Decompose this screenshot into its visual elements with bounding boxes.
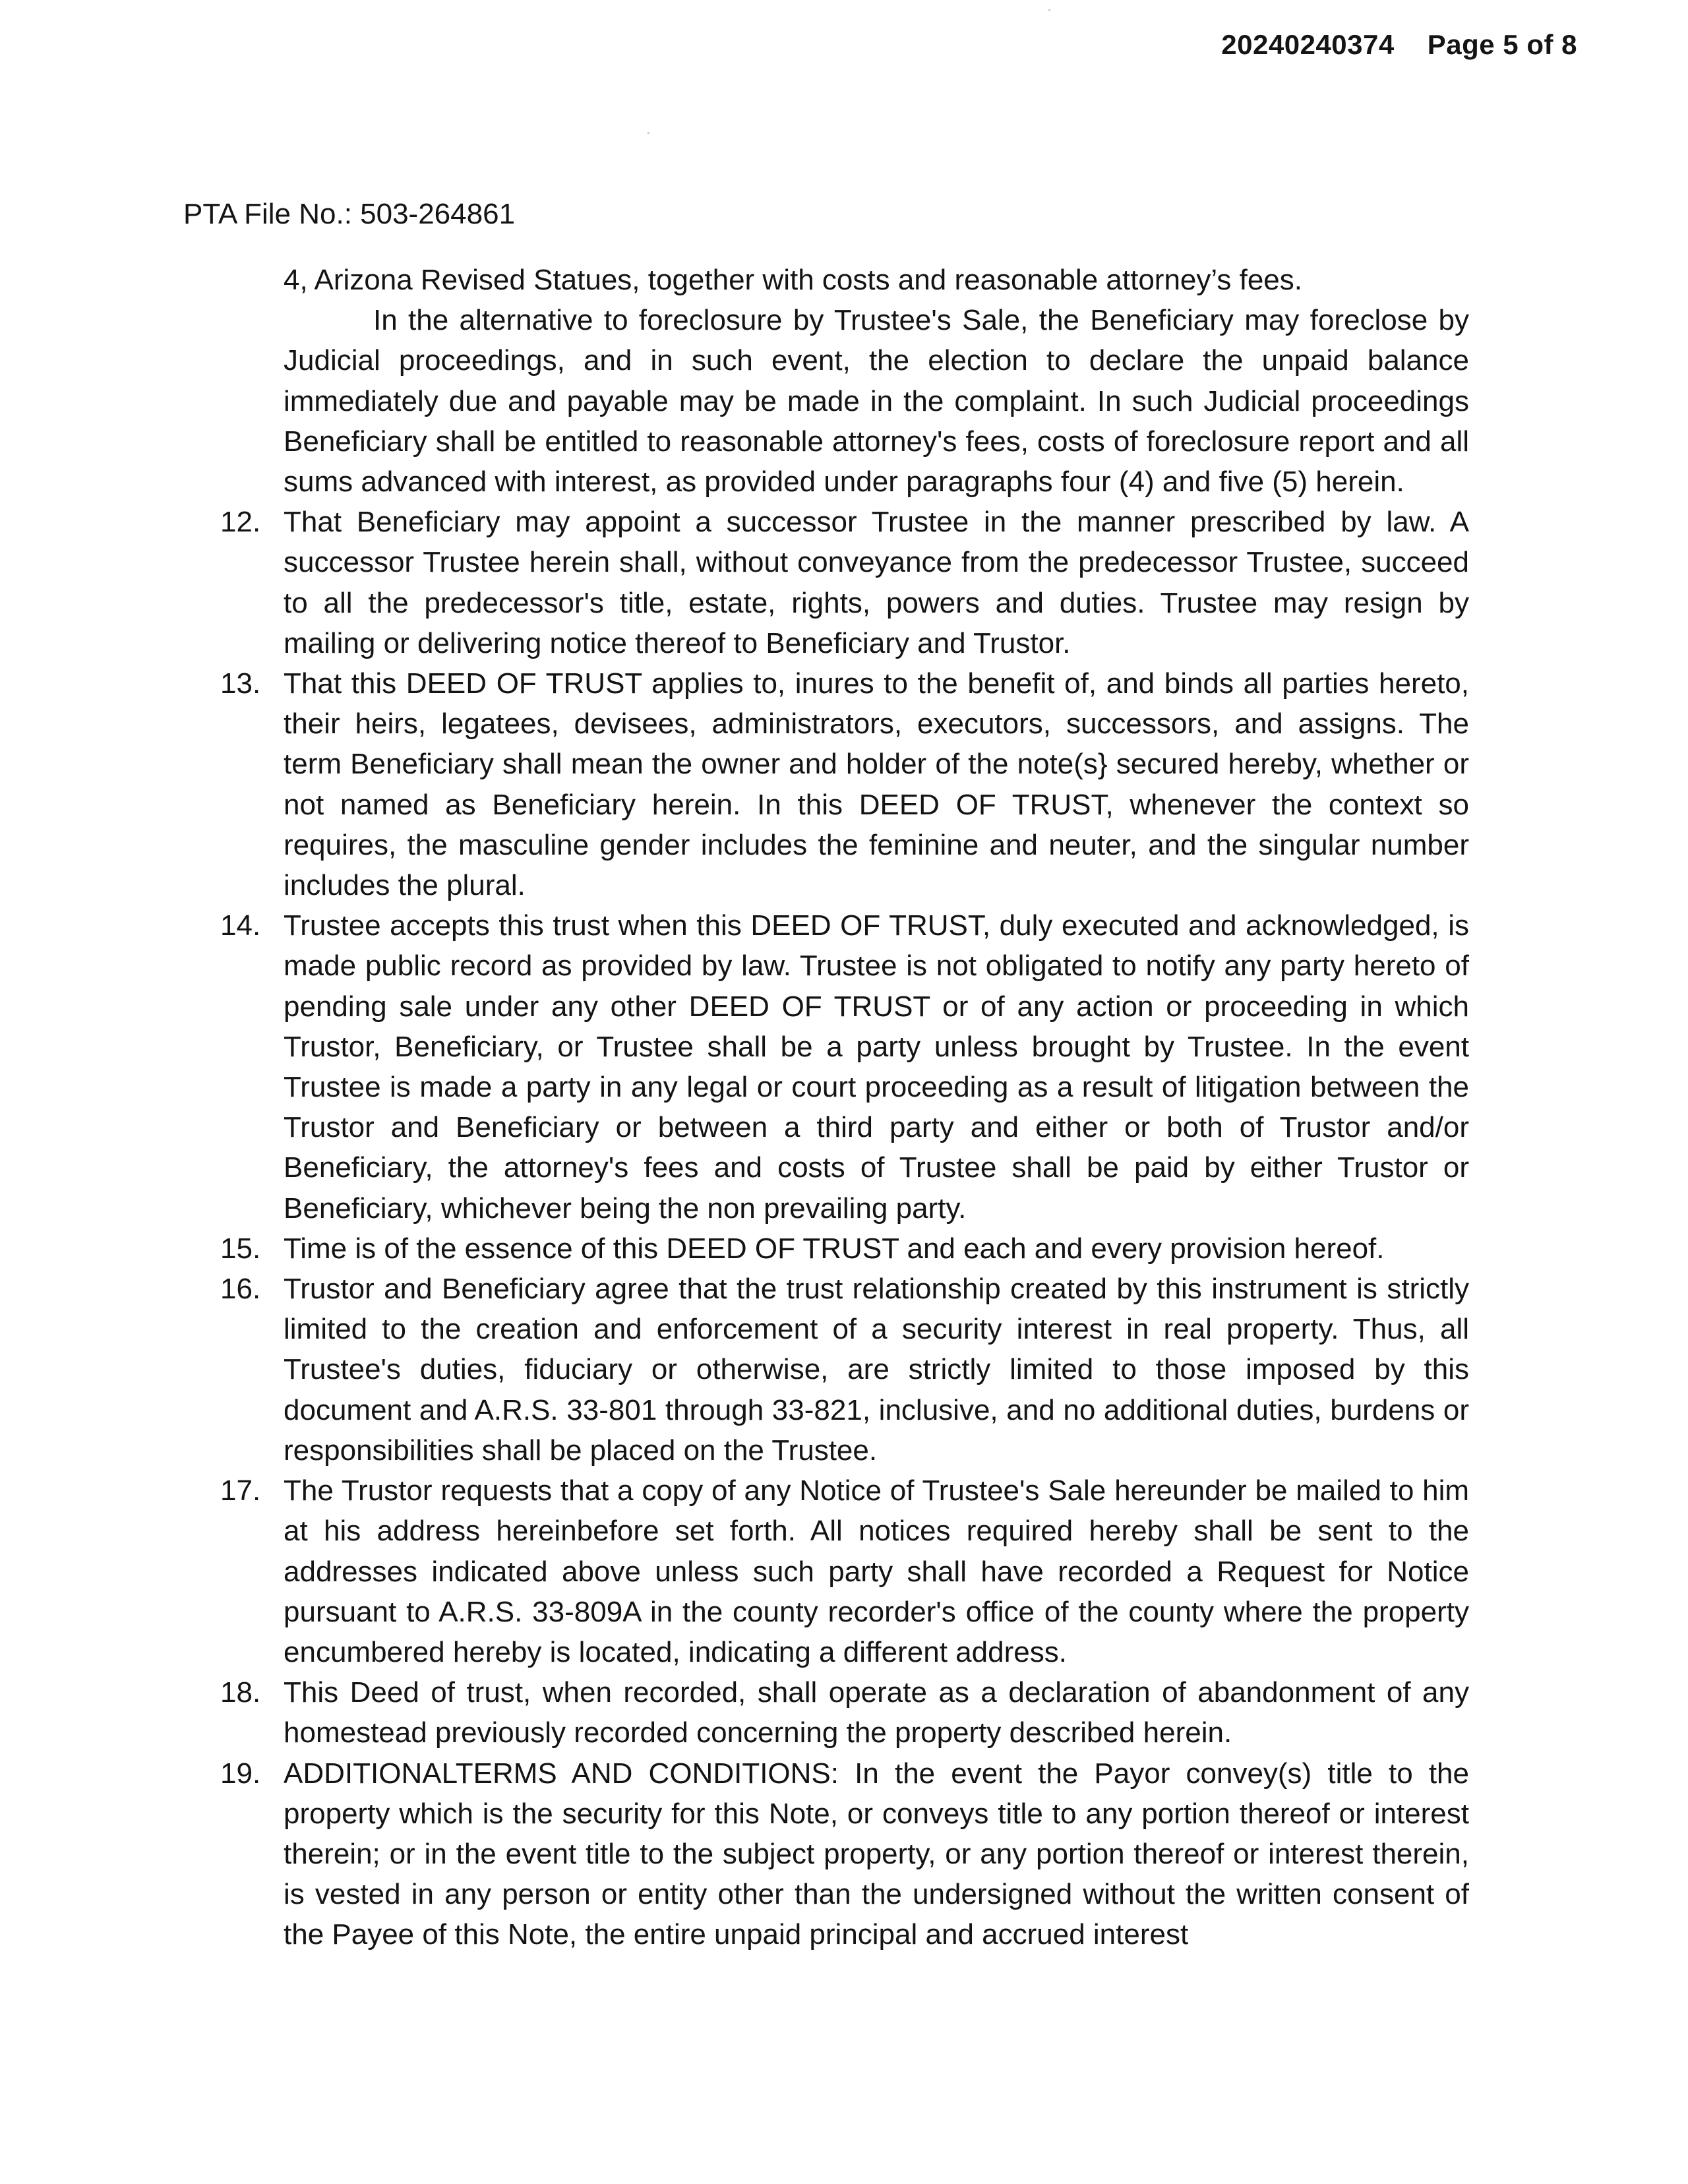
file-number: PTA File No.: 503-264861 xyxy=(183,198,516,230)
scan-speck xyxy=(648,132,649,134)
list-item xyxy=(220,1753,1469,1955)
document-number: 20240240374 xyxy=(1221,29,1395,60)
item-number: 14. xyxy=(220,909,261,942)
list-item xyxy=(220,1228,1469,1269)
item-number: 12. xyxy=(220,506,261,539)
scan-speck xyxy=(1048,9,1050,11)
list-item xyxy=(220,1269,1469,1471)
list-item xyxy=(220,1672,1469,1753)
item-text: The Trustor requests that a copy of any Notice of Trustee's Sale hereunder be mailed to him at his address hereinbefore set forth. All notices required hereby shall be sent to the addresses indicated above unless such party shall have recorded a Request for Notice pursuant to A.R.S. 33-809A in the county recorder's office of the county where the property encumbered hereby is located, indicating a different address. xyxy=(284,1474,1469,1668)
list-item xyxy=(220,1471,1469,1672)
item-number: 16. xyxy=(220,1273,261,1306)
item-number: 18. xyxy=(220,1676,261,1709)
item-text: That this DEED OF TRUST applies to, inures to the benefit of, and binds all parties hereto, their heirs, legatees, devisees, administrators, executors, successors, and assigns. The term Beneficiary shall mean the owner and holder of the note(s} secured hereby, whether or not named as Beneficiary herein. In this DEED OF TRUST, whenever the context so requires, the masculine gender includes the feminine and neuter, and the singular number includes the plural. xyxy=(284,667,1469,902)
item-text: ADDITIONALTERMS AND CONDITIONS: In the event the Payor convey(s) title to the property which is the security for this Note, or conveys title to any portion thereof or interest therein; or in the event title to the subject property, or any portion thereof or interest therein, is vested in any person or entity other than the undersigned without the written consent of the Payee of this Note, the entire unpaid principal and accrued interest xyxy=(284,1757,1469,1951)
item-number: 15. xyxy=(220,1232,261,1265)
continuation-paragraph: 4, Arizona Revised Statues, together with costs and reasonable attorney’s fees. xyxy=(284,264,1302,296)
item-number: 19. xyxy=(220,1757,261,1790)
item-text: Time is of the essence of this DEED OF TRUST and each and every provision hereof. xyxy=(284,1232,1385,1265)
list-item xyxy=(220,905,1469,1228)
list-item xyxy=(220,502,1469,663)
item-text: Trustee accepts this trust when this DEED OF TRUST, duly executed and acknowledged, is made public record as provided by law. Trustee is not obligated to notify any party hereto of pending sale under any other DEED OF TRUST or of any action or proceeding in which Trustor, Beneficiary, or Trustee shall be a party unless brought by Trustee. In the event Trustee is made a party in any legal or court proceeding as a result of litigation between the Trustor and Beneficiary or between a third party and either or both of Trustor and/or Beneficiary, the attorney's fees and costs of Trustee shall be paid by either Trustor or Beneficiary, whichever being the non prevailing party. xyxy=(284,909,1469,1225)
alternative-foreclosure-paragraph: In the alternative to foreclosure by Trustee's Sale, the Beneficiary may foreclose by Judicial proceedings, and in such event, the election to declare the unpaid balance immediately due and payable may be made in the complaint. In such Judicial proceedings Beneficiary shall be entitled to reasonable attorney's fees, costs of foreclosure report and all sums advanced with interest, as provided under paragraphs four (4) and five (5) herein. xyxy=(284,304,1469,499)
item-text: That Beneficiary may appoint a successor Trustee in the manner prescribed by law. A successor Trustee herein shall, without conveyance from the predecessor Trustee, succeed to all the predecessor's title, estate, rights, powers and duties. Trustee may resign by mailing or delivering notice thereof to Beneficiary and Trustor. xyxy=(284,506,1469,659)
item-text: Trustor and Beneficiary agree that the trust relationship created by this instrument is strictly limited to the creation and enforcement of a security interest in real property. Thus, all Trustee's duties, fiduciary or otherwise, are strictly limited to those imposed by this document and A.R.S. 33-801 through 33-821, inclusive, and no additional duties, burdens or responsibilities shall be placed on the Trustee. xyxy=(284,1273,1469,1467)
item-number: 13. xyxy=(220,667,261,700)
list-item xyxy=(220,663,1469,905)
item-number: 17. xyxy=(220,1474,261,1507)
item-text: This Deed of trust, when recorded, shall operate as a declaration of abandonment of any homestead previously recorded concerning the property described herein. xyxy=(284,1676,1469,1749)
document-body xyxy=(220,260,1469,1955)
page-indicator: Page 5 of 8 xyxy=(1427,29,1577,60)
page-header xyxy=(1221,29,1577,61)
